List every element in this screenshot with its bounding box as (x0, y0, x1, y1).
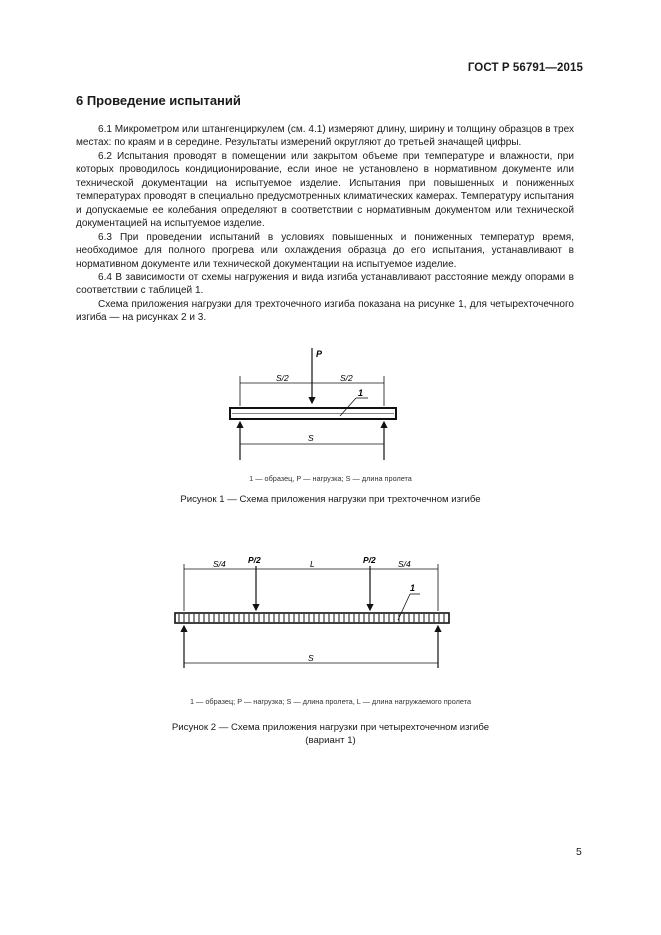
figure-1 (0, 340, 661, 483)
paragraph-6-2: 6.2 Испытания проводят в помещении или закрытом объеме при температуре и влажности, при которых проводилось кондиционирование, если иное не установлено в нормативном документе или технической документации на испытуемое изделие. Испытания при повышенных и пониженных температурах проводят в специально предусмотренных климатических камерах. Температуру испытания и допускаемые ее колебания определяют в соответствии с нормативным документом или технической документацией на испытуемое изделие. (76, 150, 574, 230)
load-label: P (316, 349, 323, 359)
span-label: S (308, 433, 314, 443)
body-text (76, 123, 574, 325)
figure-1-caption: Рисунок 1 — Схема приложения нагрузки при трехточечном изгибе (180, 494, 481, 505)
span-label: S (308, 653, 314, 663)
figure-1-diagram (0, 340, 661, 480)
specimen-beam (175, 613, 449, 623)
load-right-label: P/2 (363, 555, 376, 565)
load-left-label: P/2 (248, 555, 261, 565)
figure-2-caption (0, 722, 661, 747)
figure-2 (0, 548, 661, 706)
page-number: 5 (576, 846, 582, 858)
figure-2-caption-line-1: Рисунок 2 — Схема приложения нагрузки при четырехточечном изгибе (171, 722, 490, 733)
half-span-left-label: S/2 (276, 373, 289, 383)
paragraph-6-3: 6.3 При проведении испытаний в условиях повышенных и пониженных температур время, необходимое для полного прогрева или охлаждения образца до его испытания, устанавливают в нормативном документе или технической документации на испытуемое изделие. (76, 231, 574, 270)
paragraph-6-4: 6.4 В зависимости от схемы нагружения и вида изгиба устанавливают расстояние между опорами в соответствии с таблицей 1. (76, 271, 574, 297)
paragraph-figures-ref: Схема приложения нагрузки для трехточечного изгиба показана на рисунке 1, для четырехточечного изгиба — на рисунках 2 и 3. (76, 298, 574, 324)
half-span-right-label: S/2 (340, 373, 353, 383)
paragraph-6-1: 6.1 Микрометром или штангенциркулем (см. 4.1) измеряют длину, ширину и толщину образцов в трех местах: по краям и в середине. Результаты измерений округляют до третьей значащей цифры. (76, 124, 574, 149)
loaded-length-label: L (310, 559, 315, 569)
specimen-number-label: 1 (358, 388, 364, 398)
figure-1-legend: 1 — образец, P — нагрузка; S — длина пролета (249, 474, 412, 483)
specimen-number-label: 1 (410, 583, 416, 593)
figure-2-legend: 1 — образец; P — нагрузка; S — длина пролета, L — длина нагружаемого пролета (189, 697, 472, 706)
quarter-left-label: S/4 (213, 559, 226, 569)
section-title: 6 Проведение испытаний (76, 93, 241, 108)
figure-2-caption-line-2: (вариант 1) (305, 734, 356, 746)
standard-header: ГОСТ Р 56791—2015 (467, 62, 583, 74)
figure-2-diagram (0, 548, 661, 698)
quarter-right-label: S/4 (398, 559, 411, 569)
